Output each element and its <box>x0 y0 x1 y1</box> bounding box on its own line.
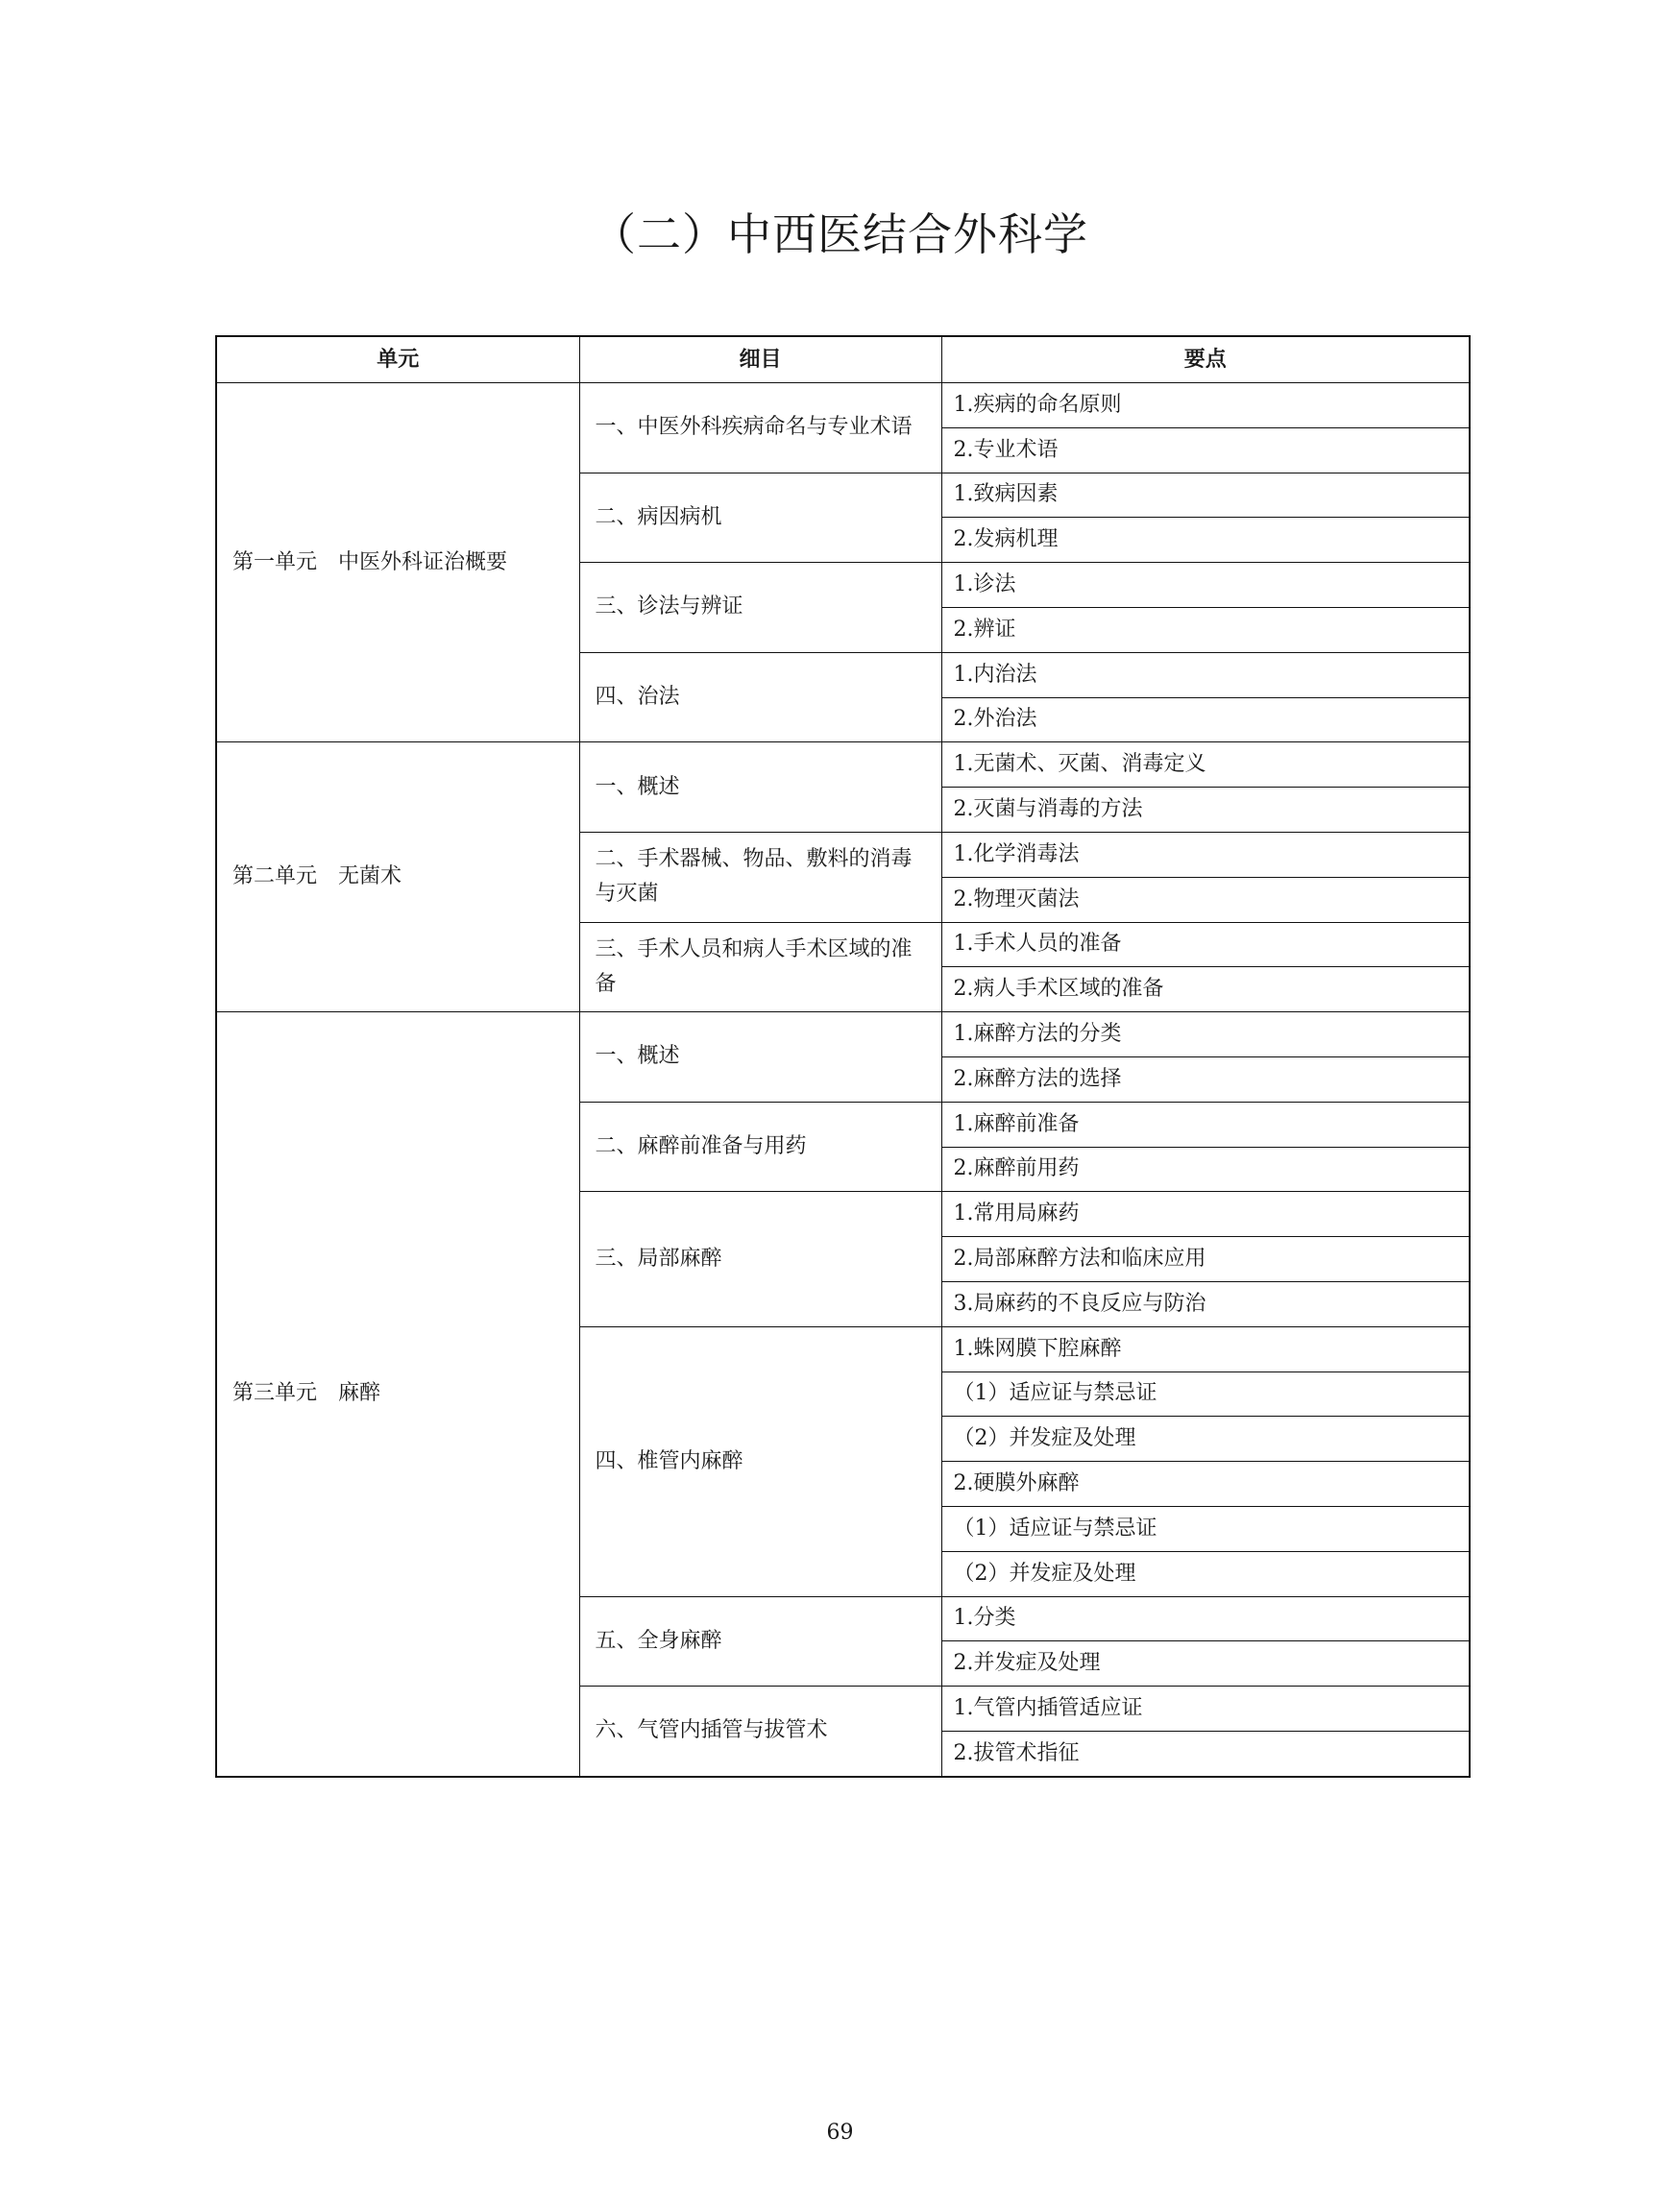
subitem-cell: 三、局部麻醉 <box>579 1192 941 1326</box>
table-row <box>216 383 1470 428</box>
point-cell: （2）并发症及处理 <box>941 1417 1470 1462</box>
column-header-subitem: 细目 <box>579 336 941 383</box>
unit-cell: 第二单元 无菌术 <box>216 742 579 1012</box>
point-cell: 2.硬膜外麻醉 <box>941 1462 1470 1507</box>
point-cell: 2.灭菌与消毒的方法 <box>941 788 1470 833</box>
point-cell: （1）适应证与禁忌证 <box>941 1506 1470 1551</box>
subitem-cell: 二、手术器械、物品、敷料的消毒与灭菌 <box>579 832 941 922</box>
point-cell: 1.麻醉前准备 <box>941 1102 1470 1147</box>
subitem-cell: 二、病因病机 <box>579 473 941 563</box>
point-cell: 2.麻醉方法的选择 <box>941 1056 1470 1102</box>
page-title: （二）中西医结合外科学 <box>592 208 1088 260</box>
subitem-cell: 四、治法 <box>579 652 941 742</box>
point-cell: 1.分类 <box>941 1596 1470 1641</box>
subitem-cell: 一、概述 <box>579 1012 941 1103</box>
table-row <box>216 742 1470 788</box>
subitem-cell: 一、概述 <box>579 742 941 833</box>
subitem-cell: 三、诊法与辨证 <box>579 563 941 653</box>
point-cell: 2.病人手术区域的准备 <box>941 967 1470 1012</box>
point-cell: 1.麻醉方法的分类 <box>941 1012 1470 1057</box>
point-cell: （2）并发症及处理 <box>941 1551 1470 1596</box>
point-cell: 1.化学消毒法 <box>941 832 1470 877</box>
subitem-cell: 二、麻醉前准备与用药 <box>579 1102 941 1192</box>
point-cell: 2.专业术语 <box>941 427 1470 473</box>
point-cell: 1.常用局麻药 <box>941 1192 1470 1237</box>
unit-cell: 第三单元 麻醉 <box>216 1012 579 1777</box>
table-body <box>216 383 1470 1777</box>
point-cell: 2.物理灭菌法 <box>941 877 1470 922</box>
point-cell: 1.手术人员的准备 <box>941 922 1470 967</box>
point-cell: （1）适应证与禁忌证 <box>941 1372 1470 1417</box>
syllabus-table <box>215 335 1471 1778</box>
point-cell: 1.致病因素 <box>941 473 1470 518</box>
point-cell: 2.发病机理 <box>941 518 1470 563</box>
table-row <box>216 1012 1470 1057</box>
point-cell: 1.蛛网膜下腔麻醉 <box>941 1326 1470 1372</box>
point-cell: 1.气管内插管适应证 <box>941 1687 1470 1732</box>
point-cell: 2.麻醉前用药 <box>941 1147 1470 1192</box>
point-cell: 1.疾病的命名原则 <box>941 383 1470 428</box>
point-cell: 1.无菌术、灭菌、消毒定义 <box>941 742 1470 788</box>
unit-cell: 第一单元 中医外科证治概要 <box>216 383 579 742</box>
point-cell: 1.内治法 <box>941 652 1470 697</box>
column-header-points: 要点 <box>941 336 1470 383</box>
subitem-cell: 四、椎管内麻醉 <box>579 1326 941 1596</box>
column-header-unit: 单元 <box>216 336 579 383</box>
point-cell: 2.拔管术指征 <box>941 1731 1470 1776</box>
page-number: 69 <box>826 2121 854 2145</box>
subitem-cell: 五、全身麻醉 <box>579 1596 941 1687</box>
point-cell: 2.并发症及处理 <box>941 1641 1470 1687</box>
point-cell: 1.诊法 <box>941 563 1470 608</box>
point-cell: 3.局麻药的不良反应与防治 <box>941 1281 1470 1326</box>
point-cell: 2.外治法 <box>941 697 1470 742</box>
point-cell: 2.局部麻醉方法和临床应用 <box>941 1237 1470 1282</box>
subitem-cell: 六、气管内插管与拔管术 <box>579 1687 941 1777</box>
table-header-row <box>216 336 1470 383</box>
subitem-cell: 一、中医外科疾病命名与专业术语 <box>579 383 941 473</box>
point-cell: 2.辨证 <box>941 607 1470 652</box>
subitem-cell: 三、手术人员和病人手术区域的准备 <box>579 922 941 1012</box>
